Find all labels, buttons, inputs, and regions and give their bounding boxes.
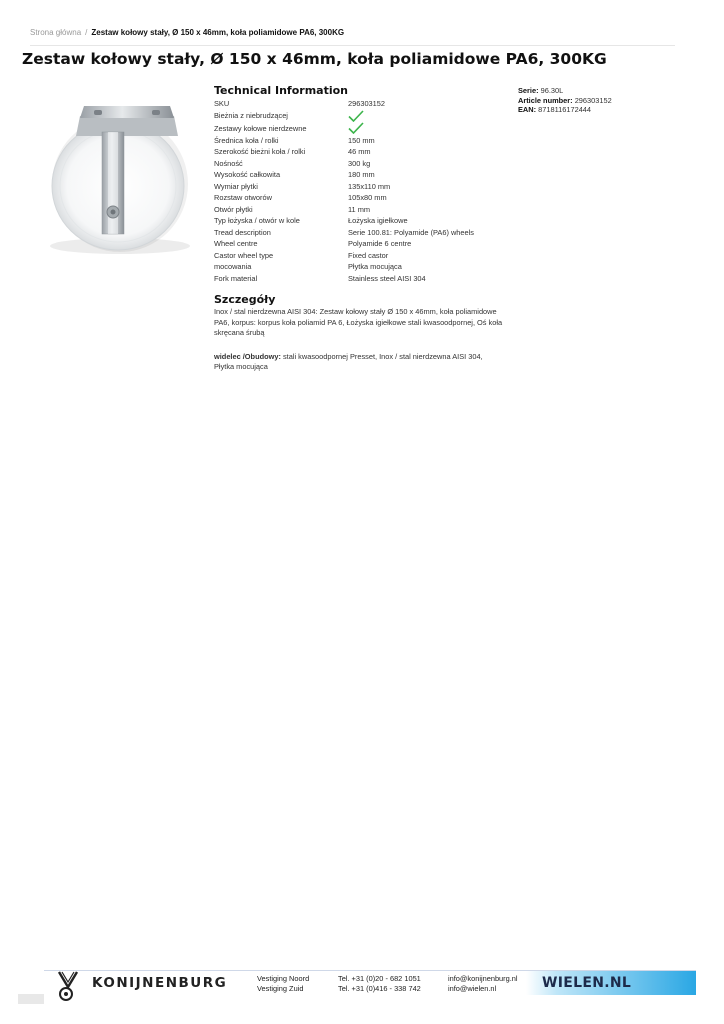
spec-label: Wheel centre <box>214 239 258 249</box>
spec-row <box>214 158 528 170</box>
spec-label: Wymiar płytki <box>214 181 258 191</box>
spec-row <box>214 215 528 227</box>
meta-ean-label: EAN: <box>518 105 537 114</box>
breadcrumb-home-link[interactable]: Strona główna <box>30 28 82 37</box>
spec-label: Szerokość bieżni koła / rolki <box>214 147 306 157</box>
product-image <box>28 88 198 268</box>
spec-row <box>214 98 528 110</box>
wielen-logo-text: WIELEN.NL <box>542 975 632 991</box>
footer-location-south: Vestiging Zuid <box>257 984 304 993</box>
spec-row <box>214 192 528 204</box>
spec-row <box>214 238 528 250</box>
spec-row <box>214 146 528 158</box>
spec-value: 180 mm <box>348 170 375 180</box>
footer-brand: KONIJNENBURG <box>92 975 228 991</box>
technical-information-table <box>214 98 528 284</box>
footer-email-konijnenburg[interactable]: info@konijnenburg.nl <box>448 974 518 983</box>
spec-row <box>214 110 528 123</box>
spec-value: Polyamide 6 centre <box>348 239 412 249</box>
spec-label: SKU <box>214 99 230 109</box>
meta-serie-label: Serie: <box>518 86 539 95</box>
spec-value: 150 mm <box>348 135 375 145</box>
spec-value: 46 mm <box>348 147 371 157</box>
spec-row <box>214 122 528 135</box>
meta-serie-value: 96.30L <box>540 86 564 95</box>
footer-phone-south[interactable]: Tel. +31 (0)416 - 338 742 <box>338 984 421 993</box>
spec-value: 296303152 <box>348 99 385 109</box>
spec-value: 11 mm <box>348 204 371 214</box>
konijnenburg-logo-icon <box>56 969 80 1002</box>
footer-banner <box>44 970 696 995</box>
details-heading: Szczegóły <box>214 293 276 306</box>
footer-phone-north[interactable]: Tel. +31 (0)20 - 682 1051 <box>338 974 421 983</box>
spec-row <box>214 169 528 181</box>
spec-row <box>214 181 528 193</box>
details-fork-value: stali kwasoodpornej Presset, Inox / stal nierdzewna AISI 304, Płytka mocująca <box>214 351 483 371</box>
meta-article-label: Article number: <box>518 95 573 105</box>
footer-emails <box>448 974 518 994</box>
spec-value: 105x80 mm <box>348 193 387 203</box>
footer-locations <box>257 974 309 994</box>
spec-value: 135x110 mm <box>348 181 391 191</box>
meta-article-number <box>518 96 612 106</box>
spec-label: Wysokość całkowita <box>214 170 281 180</box>
spec-label: Bieżnia z niebrudzącej <box>214 111 288 121</box>
spec-label: Otwór płytki <box>214 204 253 214</box>
spec-label: Rozstaw otworów <box>214 193 272 203</box>
spec-value: Stainless steel AISI 304 <box>348 273 426 283</box>
meta-serie <box>518 86 612 96</box>
checkmark-icon <box>348 122 364 134</box>
spec-label: Tread description <box>214 227 271 237</box>
details-fork-paragraph <box>214 352 504 373</box>
spec-value: Płytka mocująca <box>348 262 402 272</box>
footer-email-wielen[interactable]: info@wielen.nl <box>448 984 497 993</box>
footer-divider <box>18 994 44 1004</box>
spec-label: Typ łożyska / otwór w kole <box>214 216 300 226</box>
spec-value: 300 kg <box>348 158 371 168</box>
spec-label: Nośność <box>214 158 243 168</box>
meta-ean <box>518 105 612 115</box>
spec-label: mocowania <box>214 262 252 272</box>
meta-article-value: 296303152 <box>574 95 612 105</box>
breadcrumb-current: Zestaw kołowy stały, Ø 150 x 46mm, koła poliamidowe PA6, 300KG <box>91 28 345 37</box>
spec-label: Zestawy kołowe nierdzewne <box>214 123 307 133</box>
meta-ean-value: 8718116172444 <box>538 105 592 114</box>
footer-phones <box>338 974 421 994</box>
spec-label: Średnica koła / rolki <box>214 135 279 145</box>
technical-information-heading: Technical Information <box>214 84 348 97</box>
footer-location-north: Vestiging Noord <box>257 974 310 983</box>
spec-value: Fixed castor <box>348 250 389 260</box>
checkmark-icon <box>348 110 364 122</box>
spec-row <box>214 273 528 285</box>
spec-row <box>214 227 528 239</box>
details-paragraph: Inox / stal nierdzewna AISI 304: Zestaw kołowy stały Ø 150 x 46mm, koła poliamidowe PA6, korpus: korpus koła poliamid PA 6, Łożyska igiełkowe stali kwasoodpornej, Oś koła skręcana śrubą <box>214 307 503 337</box>
spec-label: Fork material <box>214 273 258 283</box>
breadcrumb <box>30 28 675 46</box>
wielen-logo <box>526 971 696 995</box>
product-meta <box>518 86 612 115</box>
breadcrumb-separator: / <box>85 28 88 37</box>
details-fork-label: widelec /Obudowy: <box>214 351 281 361</box>
spec-label: Castor wheel type <box>214 250 274 260</box>
details-section <box>214 307 504 386</box>
spec-row <box>214 250 528 262</box>
spec-row <box>214 135 528 147</box>
spec-value: Serie 100.81: Polyamide (PA6) wheels <box>348 227 474 237</box>
spec-row <box>214 204 528 216</box>
spec-value: Łożyska igiełkowe <box>348 216 408 226</box>
spec-row <box>214 261 528 273</box>
page-title: Zestaw kołowy stały, Ø 150 x 46mm, koła poliamidowe PA6, 300KG <box>22 50 607 68</box>
